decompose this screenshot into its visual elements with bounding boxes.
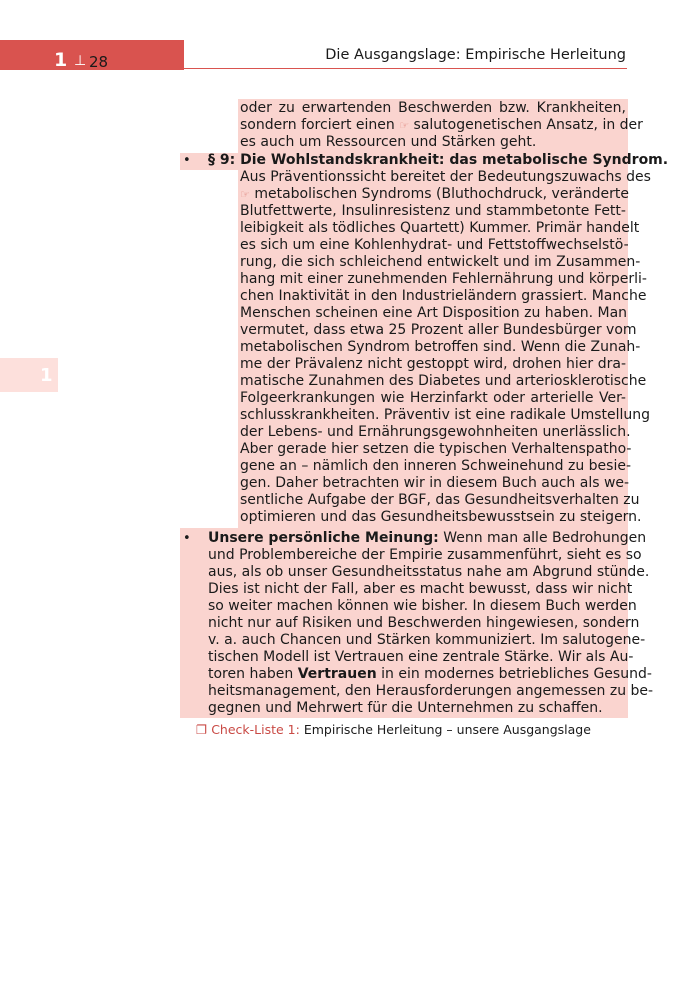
hand-pointer-icon: ☞ [240, 188, 250, 201]
text-line: es sich um eine Kohlenhydrat- und Fettstoffwechselstö- [240, 237, 629, 253]
checkbox-icon: ❐ [196, 722, 208, 737]
chapter-number: 1 [54, 49, 68, 71]
text-line: nicht nur auf Risiken und Beschwerden hingewiesen, sondern [208, 615, 640, 631]
text-line: es auch um Ressourcen und Stärken geht. [240, 134, 537, 150]
section-heading: § 9: Die Wohlstandskrankheit: das metabolische Syndrom. [208, 152, 669, 168]
text-line: Blutfettwerte, Insulinresistenz und stammbetonte Fett- [240, 203, 626, 219]
checklist-title: Empirische Herleitung – unsere Ausgangslage [299, 722, 591, 737]
text-line: chen Inaktivität in den Industrieländern grassiert. Manche [240, 288, 647, 304]
bullet-dot: • [183, 153, 191, 168]
opinion-label: Unsere persönliche Meinung: [208, 530, 439, 546]
text-line: ☞ metabolischen Syndroms (Bluthochdruck, veränderte [240, 186, 630, 202]
text-line: oder zu erwartenden Beschwerden bzw. Krankheiten, [240, 100, 626, 116]
text-line: rung, die sich schleichend entwickelt und im Zusammen- [240, 254, 641, 270]
text-line: tischen Modell ist Vertrauen eine zentrale Stärke. Wir als Au- [208, 649, 634, 665]
text-line: der Lebens- und Ernährungsgewohnheiten unerlässlich. [240, 424, 631, 440]
text-line: heitsmanagement, den Herausforderungen angemessen zu be- [208, 683, 654, 699]
text-line: Menschen scheinen eine Art Disposition zu haben. Man [240, 305, 628, 321]
text-line: Aber gerade hier setzen die typischen Verhaltenspatho- [240, 441, 632, 457]
hand-pointer-icon: ☞ [399, 119, 410, 132]
text-line: optimieren und das Gesundheitsbewusstsein zu steigern. [240, 509, 642, 525]
text-line: Aus Präventionssicht bereitet der Bedeutungszuwachs des [240, 169, 651, 185]
header-rule [184, 68, 627, 69]
text-line: v. a. auch Chancen und Stärken kommuniziert. Im salutogene- [208, 632, 646, 648]
text-line: me der Prävalenz nicht gestoppt wird, drohen hier dra- [240, 356, 627, 372]
text-line: gen. Daher betrachten wir in diesem Buch auch als we- [240, 475, 630, 491]
page-number: 28 [89, 53, 109, 71]
bullet-dot: • [183, 531, 191, 546]
text-line: schlusskrankheiten. Präventiv ist eine radikale Umstellung [240, 407, 651, 423]
text-line: toren haben Vertrauen in ein modernes betriebliches Gesund- [208, 666, 652, 682]
text-line: metabolischen Syndrom betroffen sind. Wenn die Zunah- [240, 339, 641, 355]
page-separator: ⊥ [74, 53, 87, 69]
checklist-label[interactable]: Check-Liste 1: [211, 722, 300, 737]
text-line: so weiter machen können wie bisher. In diesem Buch werden [208, 598, 637, 614]
checklist-caption [196, 722, 591, 738]
text-line: Dies ist nicht der Fall, aber es macht bewusst, dass wir nicht [208, 581, 633, 597]
text-line: und Problembereiche der Empirie zusammenführt, sieht es so [208, 547, 642, 563]
emphasis-vertrauen: Vertrauen [297, 666, 377, 682]
text-line: leibigkeit als tödliches Quartett) Kummer. Primär handelt [240, 220, 640, 236]
text-line: sondern forciert einen ☞ salutogenetischen Ansatz, in der [240, 117, 643, 133]
text-line: gegnen und Mehrwert für die Unternehmen zu schaffen. [208, 700, 603, 716]
text-line: aus, als ob unser Gesundheitsstatus nahe am Abgrund stünde. [208, 564, 650, 580]
text-line: Folgeerkrankungen wie Herzinfarkt oder arterielle Ver- [240, 390, 626, 406]
running-header-title: Die Ausgangslage: Empirische Herleitung [325, 47, 626, 63]
text-line: gene an – nämlich den inneren Schweinehund zu besie- [240, 458, 632, 474]
text-line: matische Zunahmen des Diabetes und arteriosklerotische [240, 373, 647, 389]
text-line: sentliche Aufgabe der BGF, das Gesundheitsverhalten zu [240, 492, 640, 508]
text-line: vermutet, dass etwa 25 Prozent aller Bundesbürger vom [240, 322, 637, 338]
chapter-side-tab-label: 1 [40, 365, 53, 386]
text-line: hang mit einer zunehmenden Fehlernährung und körperli- [240, 271, 647, 287]
text-line: Unsere persönliche Meinung: Wenn man alle Bedrohungen [208, 530, 647, 546]
